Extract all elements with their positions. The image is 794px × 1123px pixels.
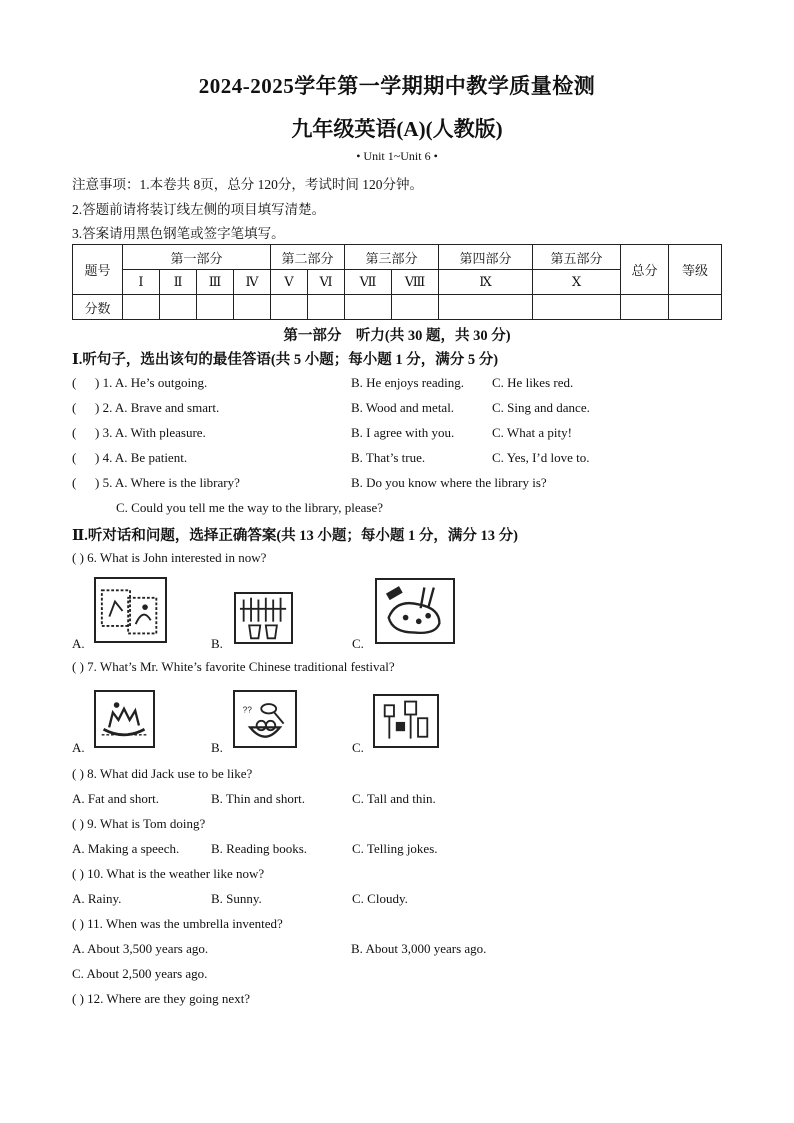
header-cell-grade: 等级 bbox=[669, 245, 722, 295]
q3-option-b: B. I agree with you. bbox=[351, 425, 455, 440]
roman-cell: Ⅳ bbox=[234, 270, 271, 295]
exam-title: 2024-2025学年第一学期期中教学质量检测 bbox=[198, 74, 596, 98]
q1-stem: ) 1. A. He’s outgoing. bbox=[95, 375, 208, 390]
q11-stem: ( ) 11. When was the umbrella invented? bbox=[72, 916, 283, 931]
header-cell-part4: 第四部分 bbox=[439, 245, 533, 270]
q10-option-c: C. Cloudy. bbox=[352, 891, 408, 906]
palette-icon bbox=[377, 580, 453, 642]
q6-stem: ( ) 6. What is John interested in now? bbox=[72, 550, 267, 565]
q7-option-b-letter: B. bbox=[211, 740, 223, 755]
roman-cell: Ⅷ bbox=[392, 270, 439, 295]
q5-stem: ) 5. A. Where is the library? bbox=[95, 475, 240, 490]
q11-option-a: A. About 3,500 years ago. bbox=[72, 941, 209, 956]
score-input-cell[interactable] bbox=[271, 295, 308, 320]
score-input-cell[interactable] bbox=[439, 295, 533, 320]
section1-heading: 第一部分 听力(共 30 题，共 30 分) bbox=[283, 328, 511, 344]
q2-option-b: B. Wood and metal. bbox=[351, 400, 455, 415]
q6-option-a-letter: A. bbox=[72, 636, 85, 651]
header-cell-total: 总分 bbox=[621, 245, 669, 295]
q3-paren: ( bbox=[72, 425, 77, 440]
plants-icon bbox=[236, 594, 291, 642]
q4-option-b: B. That’s true. bbox=[351, 450, 426, 465]
score-table bbox=[72, 244, 722, 320]
score-input-cell[interactable] bbox=[123, 295, 160, 320]
q3-option-c: C. What a pity! bbox=[492, 425, 572, 440]
score-input-cell[interactable] bbox=[669, 295, 722, 320]
q11-option-b: B. About 3,000 years ago. bbox=[351, 941, 487, 956]
score-input-cell[interactable] bbox=[392, 295, 439, 320]
roman-cell: Ⅶ bbox=[345, 270, 392, 295]
part2-heading: Ⅱ.听对话和问题，选择正确答案(共 13 小题；每小题 1 分，满分 13 分) bbox=[72, 528, 519, 544]
dragon-boat-icon bbox=[96, 692, 153, 746]
unit-range: • Unit 1~Unit 6 • bbox=[356, 149, 438, 163]
score-label-cell: 分数 bbox=[73, 295, 123, 320]
q8-option-a: A. Fat and short. bbox=[72, 791, 160, 806]
q10-option-b: B. Sunny. bbox=[211, 891, 262, 906]
q1-paren: ( bbox=[72, 375, 77, 390]
dumplings-icon bbox=[235, 692, 295, 746]
q3-stem: ) 3. A. With pleasure. bbox=[95, 425, 206, 440]
q8-option-c: C. Tall and thin. bbox=[352, 791, 436, 806]
score-input-cell[interactable] bbox=[197, 295, 234, 320]
q5-option-c: C. Could you tell me the way to the library, please? bbox=[116, 500, 384, 515]
q1-option-c: C. He likes red. bbox=[492, 375, 574, 390]
score-input-cell[interactable] bbox=[345, 295, 392, 320]
q10-option-a: A. Rainy. bbox=[72, 891, 122, 906]
score-input-cell[interactable] bbox=[160, 295, 197, 320]
part1-heading: Ⅰ.听句子，选出该句的最佳答语(共 5 小题；每小题 1 分，满分 5 分) bbox=[72, 352, 499, 368]
q9-option-c: C. Telling jokes. bbox=[352, 841, 438, 856]
q4-option-c: C. Yes, I’d love to. bbox=[492, 450, 590, 465]
roman-cell: Ⅹ bbox=[533, 270, 621, 295]
q6-option-c-letter: C. bbox=[352, 636, 364, 651]
score-input-cell[interactable] bbox=[621, 295, 669, 320]
note-line-2: 2.答题前请将装订线左侧的项目填写清楚。 bbox=[72, 202, 326, 217]
q6-picture-c-painting[interactable] bbox=[375, 578, 455, 644]
q7-option-c-letter: C. bbox=[352, 740, 364, 755]
note-line-1: 注意事项：1.本卷共 8页，总分 120分，考试时间 120分钟。 bbox=[72, 177, 423, 192]
q7-option-a-letter: A. bbox=[72, 740, 85, 755]
q9-option-a: A. Making a speech. bbox=[72, 841, 180, 856]
q2-paren: ( bbox=[72, 400, 77, 415]
q7-picture-a-dragon-boat[interactable] bbox=[94, 690, 155, 748]
q6-picture-b-plants[interactable] bbox=[234, 592, 293, 644]
roman-cell: Ⅴ bbox=[271, 270, 308, 295]
score-input-cell[interactable] bbox=[234, 295, 271, 320]
header-cell-number: 题号 bbox=[73, 245, 123, 295]
q7-stem: ( ) 7. What’s Mr. White’s favorite Chinese traditional festival? bbox=[72, 659, 395, 674]
q1-option-b: B. He enjoys reading. bbox=[351, 375, 465, 390]
roman-cell: Ⅰ bbox=[123, 270, 160, 295]
q11-option-c: C. About 2,500 years ago. bbox=[72, 966, 208, 981]
header-cell-part2: 第二部分 bbox=[271, 245, 345, 270]
header-cell-part3: 第三部分 bbox=[345, 245, 439, 270]
lantern-icon bbox=[375, 696, 437, 746]
exam-subtitle: 九年级英语(A)(人教版) bbox=[291, 117, 503, 141]
q7-picture-c-lanterns[interactable] bbox=[373, 694, 439, 748]
roman-cell: Ⅸ bbox=[439, 270, 533, 295]
q8-option-b: B. Thin and short. bbox=[211, 791, 306, 806]
roman-cell: Ⅵ bbox=[308, 270, 345, 295]
q10-stem: ( ) 10. What is the weather like now? bbox=[72, 866, 265, 881]
q5-option-b: B. Do you know where the library is? bbox=[351, 475, 547, 490]
note-line-3: 3.答案请用黑色钢笔或签字笔填写。 bbox=[72, 226, 285, 241]
q4-stem: ) 4. A. Be patient. bbox=[95, 450, 188, 465]
q7-picture-b-dumplings[interactable] bbox=[233, 690, 297, 748]
score-input-cell[interactable] bbox=[533, 295, 621, 320]
header-cell-part5: 第五部分 bbox=[533, 245, 621, 270]
q6-option-b-letter: B. bbox=[211, 636, 223, 651]
svg-text:??: ?? bbox=[242, 704, 252, 715]
score-input-cell[interactable] bbox=[308, 295, 345, 320]
q9-stem: ( ) 9. What is Tom doing? bbox=[72, 816, 206, 831]
q9-option-b: B. Reading books. bbox=[211, 841, 308, 856]
q12-stem: ( ) 12. Where are they going next? bbox=[72, 991, 251, 1006]
q4-paren: ( bbox=[72, 450, 77, 465]
roman-cell: Ⅱ bbox=[160, 270, 197, 295]
q6-picture-a-stamps[interactable] bbox=[94, 577, 167, 643]
stamps-icon bbox=[96, 579, 165, 641]
roman-cell: Ⅲ bbox=[197, 270, 234, 295]
q2-option-c: C. Sing and dance. bbox=[492, 400, 590, 415]
q5-paren: ( bbox=[72, 475, 77, 490]
header-cell-part1: 第一部分 bbox=[123, 245, 271, 270]
q8-stem: ( ) 8. What did Jack use to be like? bbox=[72, 766, 253, 781]
q2-stem: ) 2. A. Brave and smart. bbox=[95, 400, 220, 415]
